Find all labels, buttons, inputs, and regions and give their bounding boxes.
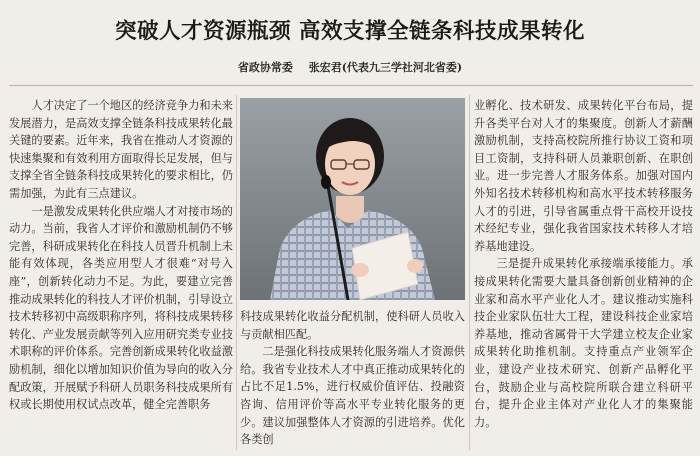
headline: 突破人才资源瓶颈 高效支撑全链条科技成果转化 bbox=[115, 19, 585, 44]
speaker-photo bbox=[240, 98, 465, 300]
article-column-2 bbox=[240, 308, 465, 449]
paragraph: 科技成果转化收益分配机制，使科研人员收入与贡献相匹配。 bbox=[240, 310, 465, 341]
paragraph: 二是强化科技成果转化服务端人才资源供给。我省专业技术人才中真正推动成果转化的占比不足1.5%，进行权威价值评估、投融资咨询、信用评价等高水平专业转化服务的更少。建议加强整体人才资源的引进培养。优化各类创 bbox=[240, 345, 465, 447]
byline-author: 张宏君(代表九三学社河北省委) bbox=[308, 61, 463, 74]
paragraph: 业孵化、技术研发、成果转化平台布局，提升各类平台对人才的集聚度。创新人才薪酬激励机制，支持高校院所推行协议工资和项目工资制，支持科研人员兼职创新、在职创业。进一步完善人才服务体系。加强对国内外知名技术转移机构和高水平技术转移服务人才的引进，引导省属重点骨干高校开设技术经纪专业，强化我省国家技术转移人才培养基地建设。 bbox=[474, 99, 693, 253]
paragraph: 一是激发成果转化供应端人才对接市场的动力。当前，我省人才评价和激励机制仍不够完善，科研成果转化在科技人员晋升机制上未能有效体现，各类应用型人才很难“对号入座”，创新转化动力不足。为此，要建立完善推动成果转化的科技人才评价机制，引导设立技术转移初中高级职称序列，将科技成果转移转化、产业发展贡献等列入应用研究类专业技术职称的评价体系。完善创新成果转化收益激励机制，细化以增加知识价值为导向的收入分配政策，开展赋予科研人员职务科技成果所有权或长期使用权试点改革，健全完善职务 bbox=[9, 204, 233, 412]
column-divider-right bbox=[469, 95, 470, 450]
paragraph: 人才决定了一个地区的经济竞争力和未来发展潜力，是高效支撑全链条科技成果转化最关键的要素。近年来，我省在推动人才资源的快速集聚和有效利用方面取得长足发展，但与支撑全省全链条科技成果转化的要求相比，仍需加强，为此有三点建议。 bbox=[9, 99, 233, 200]
article-column-3 bbox=[474, 97, 693, 431]
speaker-portrait-icon bbox=[240, 98, 465, 300]
header-rule bbox=[9, 85, 693, 86]
byline bbox=[0, 59, 700, 75]
paragraph: 三是提升成果转化承接端承接能力。承接成果转化需要大量具备创新创业精神的企业家和高水平产业化人才。建议推动实施科技企业家队伍壮大工程，建设科技企业家培养基地，推动省属骨干大学建立校友企业家成果转化助推机制。支持重点产业领军企业，建设产业技术研究、创新产品孵化平台，鼓励企业与高校院所联合建立科研平台，提升企业主体对产业化人才的集聚能力。 bbox=[474, 257, 693, 429]
column-divider-left bbox=[236, 95, 237, 450]
byline-role: 省政协常委 bbox=[237, 61, 293, 74]
article-column-1 bbox=[9, 97, 233, 414]
